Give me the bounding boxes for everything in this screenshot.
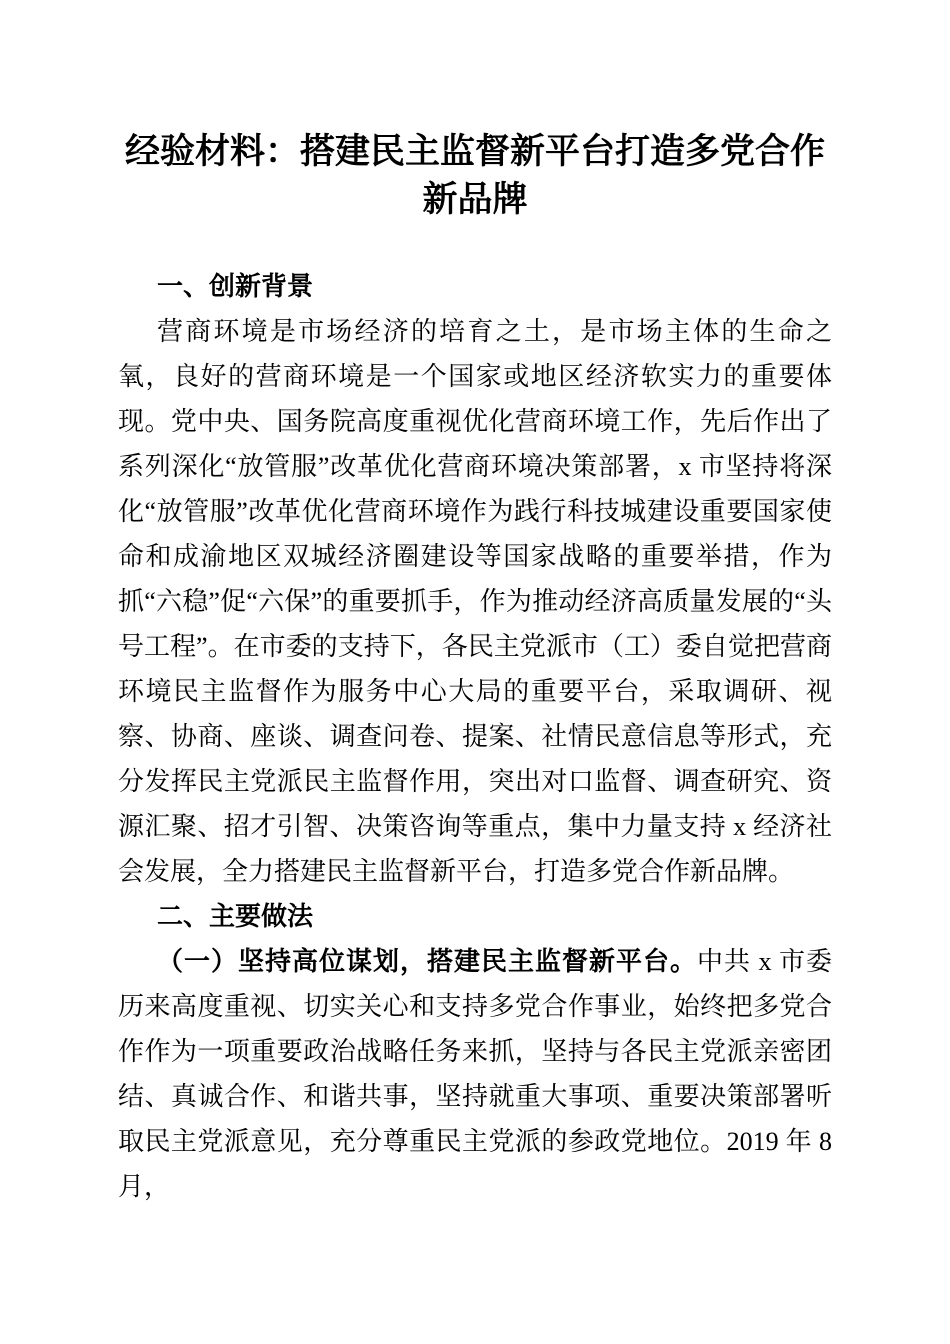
document-title: 经验材料：搭建民主监督新平台打造多党合作新品牌 bbox=[124, 132, 825, 219]
paragraph-text: 营商环境是市场经济的培育之土，是市场主体的生命之氧，良好的营商环境是一个国家或地区经济软实力的重要体现。党中央、国务院高度重视优化营商环境工作，先后作出了系列深化“放管服”改革优化营商环境决策部署，x 市坚持将深化“放管服”改革优化营商环境作为践行科技城建设重要国家使命和成渝地区双城经济圈建设等国家战略的重要举措，作为抓“六稳”促“六保”的重要抓手，作为推动经济高质量发展的“头号工程”。在市委的支持下，各民主党派市（工）委自觉把营商环境民主监督作为服务中心大局的重要平台，采取调研、视察、协商、座谈、调查问卷、提案、社情民意信息等形式，充分发挥民主党派民主监督作用，突出对口监督、调查研究、资源汇聚、招才引智、决策咨询等重点，集中力量支持 x 经济社会发展，全力搭建民主监督新平台，打造多党合作新品牌。 bbox=[118, 317, 832, 886]
paragraph-text: 中共 x 市委历来高度重视、切实关心和支持多党合作事业，始终把多党合作作为一项重要政治战略任务来抓，坚持与各民主党派亲密团结、真诚合作、和谐共事，坚持就重大事项、重要决策部署听取民主党派意见，充分尊重民主党派的参政党地位。2019 年 8 月， bbox=[118, 947, 832, 1201]
section-heading-2: 二、主要做法 bbox=[157, 901, 314, 931]
paragraph-lead-text: （一）坚持高位谋划，搭建民主监督新平台。 bbox=[157, 947, 697, 976]
paragraph bbox=[118, 309, 832, 894]
paragraph bbox=[118, 939, 832, 1209]
section-heading-1: 一、创新背景 bbox=[157, 271, 314, 301]
